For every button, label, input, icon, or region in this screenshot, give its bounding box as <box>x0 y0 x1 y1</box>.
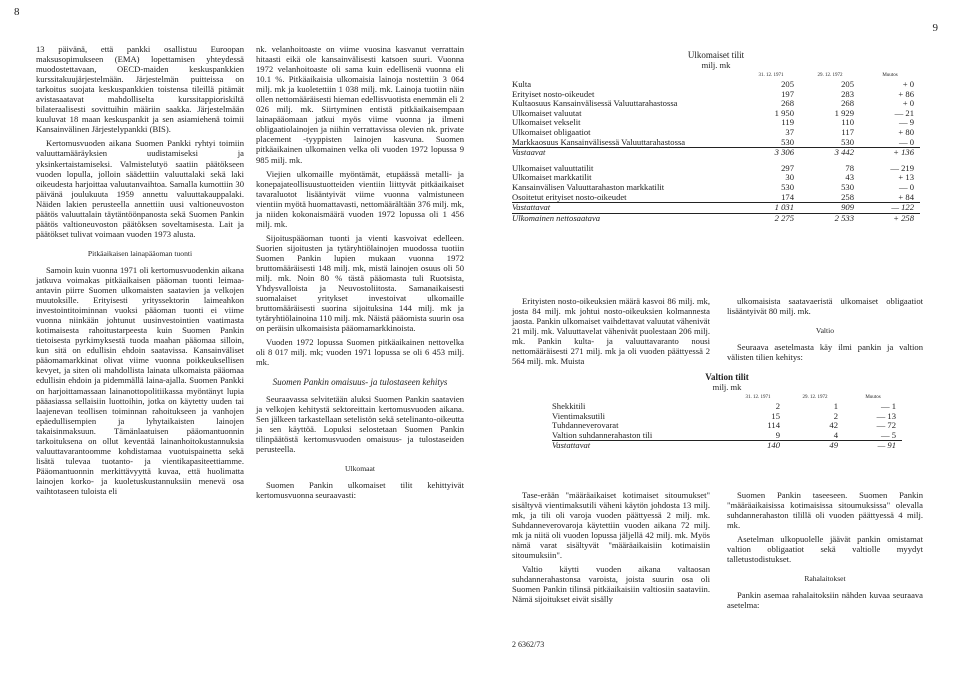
header-cell <box>512 73 742 80</box>
paragraph: Vuoden 1972 lopussa Suomen pitkäaikainen nettovelka oli 8 017 milj. mk; vuoden 1971 lopussa se oli 6 453 milj. mk. <box>256 337 464 368</box>
table-unit: milj. mk <box>712 382 742 392</box>
table-row: Ulkomaiset obligaatiot 37 117 + 80 <box>512 127 914 137</box>
total-row: Vastaavat 3 306 3 442 + 136 <box>512 148 920 158</box>
table-title: Valtion tilit <box>705 372 749 382</box>
header-cell: 29. 12. 1972 <box>802 395 828 400</box>
column-2 <box>256 44 464 504</box>
column-3-lower <box>512 490 710 609</box>
table-unit: milj. mk <box>701 60 731 70</box>
table-row: Ulkomaiset valuutat 1 950 1 929 — 21 <box>512 108 914 118</box>
paragraph: Seuraavassa selvitetään aluksi Suomen Pankin saatavien ja velkojen kehitystä sektoreittain kertomusvuoden aikana. Sen jälkeen tarkastellaan setelistön sekä setelinanto-oikeutta ja sen käyttöä. Lopuksi selostetaan Suomen Pankin tilinpäätöstä kertomusvuoden omaisuus- ja tulostaseiden perusteella. <box>256 393 464 454</box>
header-cell <box>552 395 730 402</box>
section-heading: Suomen Pankin omaisuus- ja tulostaseen kehitys <box>272 377 448 388</box>
column-4-lower <box>727 490 923 614</box>
paragraph: Tase-erään "määräaikaiset kotimaiset sitoumukset" sisältyvä vientimaksutili väheni käytön johdosta 13 milj. mk, ja tili oli varoja vuoden päättyessä 2 milj. mk. Suhdanneverovaroja käytettiin vuoden aikana 72 milj. mk ja niitä oli vuoden lopussa jäljellä 42 milj. mk. Myös nämä varat sisältyvät "määräaikaisiin kotimaisiin sitoumuksiin". <box>512 490 710 561</box>
table-row: Erityiset nosto-oikeudet 197 283 + 86 <box>512 89 914 99</box>
state-accounts-table <box>552 372 902 451</box>
table-row: Ulkomaiset markkatilit 30 43 + 13 <box>512 173 914 183</box>
header-cell: 31. 12. 1971 <box>758 73 784 78</box>
paragraph: Valtio käytti vuoden aikana valtaosan suhdannerahastonsa varoista, joista suurin osa oli Suomen Pankin tilinsä pitkäaikaisiin valtiosiin saataviin. Nämä sijoitukset eivät sisälly <box>512 564 710 605</box>
paragraph: nk. velanhoitoaste on viime vuosina kasvanut verrattain hitaasti eikä ole kansainvälisesti katsoen suuri. Vuonna 1972 velanhoitoaste oli sama kuin edellisenä vuonna eli 10.1 %. Pitkäaikaisia ulkomaisia lainoja nostettiin 3 064 milj. mk ja kuoletettiin 1 038 milj. mk. Lainoja tuotiin näin ollen nettomääräisesti hieman edellisvuotista enemmän eli 2 026 milj. mk. Siirtyminen entistä pitkäaikaisempaan lainapääomaan jatkui myös viime vuonna ja ilmeni obligaatiolainojen ja niihin verrattavissa olevien nk. private placement -tyyppisten lainojen kasvuna. Suomen pitkäaikainen ulkomainen velka oli vuoden 1972 lopussa 9 985 milj. mk. <box>256 44 464 165</box>
section-heading: Pitkäaikaisen lainapääoman tuonti <box>87 248 193 258</box>
section-heading: Valtio <box>815 326 835 336</box>
paragraph: Sijoituspääoman tuonti ja vienti kasvoivat edelleen. Suorien sijoitusten ja tytäryhtiölainojen muodossa tuotiin Suomen Pankin lupien mukaan vuonna 1972 bruttomääräisesti 148 milj. mk, mistä lainojen osuus oli 50 milj. mk. Noin 80 % tästä pääomasta tuli Ruotsista, Yhdysvalloista ja Neuvostoliitosta. Samanaikaisesti suomalaiset yritykset investoivat ulkomaille bruttomääräisesti suorina sijoituksina 144 milj. mk ja tytäryhtiölainoina 110 milj. mk. Näistä pääomista suurin osa on peräisin ulkomaisista pääomamarkkinoista. <box>256 232 464 334</box>
table-row: Valtion suhdannerahaston tili 9 4 — 5 <box>552 430 896 440</box>
header-cell: Muutos <box>865 395 881 400</box>
table-title: Ulkomaiset tilit <box>687 50 745 60</box>
paragraph: Suomen Pankin ulkomaiset tilit kehittyivät kertomusvuonna seuraavasti: <box>256 479 464 500</box>
foreign-accounts-table <box>512 50 920 223</box>
paragraph: 13 päivänä, että pankki osallistuu Euroopan maksusopimukseen (EMA) lopettamisen yhteydessä muodostettavaan, OECD-maiden keskuspankkien kurssitakuujärjestelmään. Järjestelmän puitteissa on tarkoitus suojata keskuspankkien toistensa tileillä pitämät avistasaatavat mahdolliselta kurssitappioriskiltä bilateraalisesti sovittuihin määriin saakka. Järjestelmään kuuluvat 18 maan keskuspankit ja sen asiamiehenä toimii Kansainvälinen Järjestelypankki (BIS). <box>36 44 244 135</box>
paragraph: Viejien ulkomaille myöntämät, etupäässä metalli- ja konepajateollisuustuotteiden vientiin liittyvät pitkäaikaiset tavaraluotot lisääntyivät viime vuonna valmistuneen vientiin myötä huomattavasti, nettomäärältään 376 milj. mk, ja niiden kokonaismäärä vuoden 1972 lopussa oli 1 456 milj. mk. <box>256 168 464 229</box>
paragraph: Pankin asemaa rahalaitoksiin nähden kuvaa seuraava asetelma: <box>727 590 923 611</box>
section-heading: Rahalaitokset <box>804 574 846 584</box>
page-number-left: 8 <box>14 6 20 18</box>
page-number-right: 9 <box>932 22 938 34</box>
table-row: Kansainvälisen Valuuttarahaston markkatilit 530 530 — 0 <box>512 182 914 192</box>
table-row: Vientimaksutili 15 2 — 13 <box>552 411 896 421</box>
column-3-upper <box>512 296 710 370</box>
column-4-upper <box>727 296 923 366</box>
header-cell: 31. 12. 1971 <box>745 395 771 400</box>
column-1 <box>36 44 244 500</box>
table-row: Markkaosuus Kansainvälisessä Valuuttarahastossa 530 530 — 0 <box>512 137 914 147</box>
net-row: Ulkomainen nettosaatava 2 275 2 533 + 258 <box>512 213 920 223</box>
header-cell: Muutos <box>882 73 898 78</box>
table-row: Kulta 205 205 + 0 <box>512 80 914 89</box>
header-cell: 29. 12. 1972 <box>817 73 843 78</box>
table-row: Ulkomaiset valuuttatilit 297 78 — 219 <box>512 163 914 173</box>
paragraph: Asetelman ulkopuolelle jäävät pankin omistamat valtion obligaatiot sekä valtiolle myydyt talletustodistukset. <box>727 534 923 565</box>
total-row: Vastattavat 140 49 — 91 <box>552 441 902 451</box>
paragraph: Erityisten nosto-oikeuksien määrä kasvoi 86 milj. mk, josta 84 milj. mk johtui nosto-oikeuksien kolmannesta jaosta. Pankin ulkomaiset vaihdettavat valuutat vähenivät 21 milj. mk. Valuuttavelat vähenivät puolestaan 206 milj. mk. Pankin kulta- ja valuuttavaranto nousi nettomääräisesti 271 milj. mk ja oli vuoden päättyessä 2 564 milj. mk. Muista <box>512 296 710 367</box>
paragraph: Suomen Pankin taseeseen. Suomen Pankin "määräaikaisissa kotimaisissa sitoumuksissa" olevalla suhdannerahaston tilillä oli vuoden päättyessä 4 milj. mk. <box>727 490 923 531</box>
paragraph: Samoin kuin vuonna 1971 oli kertomusvuodenkin aikana jatkuva voimakas pitkäaikaisen pääoman tuonti leimaa-antavin piirre Suomen ulkomaisten saatavien ja velkojen muutoksille. Erityisesti yrityssektorin laimeahkon investointitoiminnan vuoksi pääoman tuonti ei viime vuonna niinkään johtunut uusinvestointien vaatimasta kotimaisesta rahoitustarpeesta kuin Suomen Pankin tietoisesta pyrkimyksestä tuoda maahan pääomaa silloin, kun sitä on edullisin ehdoin saatavissa. Kansainväliset pääomamarkkinat olivat viime vuonna poikkeuksellisen kevyet, ja siten oli mahdollista lainata ulkomaista pääomaa edullisin ehdoin ja pidemmällä laina-ajalla. Suomen Pankki on harjoittamassaan lainanottopolitiikassa myöntänyt lupia pääasiassa sellaisiin luottoihin, jotka on käytetty uuden tai laajenevan teollisen toiminnan rahoitukseen ja vanhojen epäedullisempien ja lyhytaikaisten lainojen takaisinmaksuun. Tämänlaatuisen pääomantuonnin tarkoituksena on ollut keventää lainanhoitokustannuksia valuuttavarantoomme kohdistamaa vuotuispainetta sekä lisätä tulevaa tuotanto- ja vientikapasiteettiamme. Pääomantuonnin merkittävyyttä kuvaa, että huolimatta lainojen korko- ja kuoletuskustannuksiin menevä osa vaihtotaseen tuloista eli <box>36 264 244 496</box>
table-row: Ulkomaiset vekselit 119 110 — 9 <box>512 118 914 128</box>
table-row: Shekkitili 2 1 — 1 <box>552 402 896 411</box>
paragraph: ulkomaisista saatavaeristä ulkomaiset obligaatiot lisääntyivät 80 milj. mk. <box>727 296 923 317</box>
section-heading: Ulkomaat <box>345 463 375 473</box>
paragraph: Seuraava asetelmasta käy ilmi pankin ja valtion välisten tilien kehitys: <box>727 342 923 363</box>
paragraph: Kertomusvuoden aikana Suomen Pankki ryhtyi toimiin valuuttamääräyksien uudistamiseksi ja yksinkertaistamiseksi. Valmistelutyö saatiin päätökseen vuoden lopulla, jolloin säädettiin valuuttalaki sekä laki oikeudesta harjoittaa valuutanvaihtoa. Samalla kumottiin 30 päivänä joulukuuta 1959 annettu valuuttakauppalaki. Näiden lakien perusteella annettiin uusi valtioneuvoston päätös valuuttalain täytäntöönpanosta sekä Suomen Pankin päätös valtioneuvoston päätöksen soveltamisesta. Lait ja päätökset tulivat voimaan vuoden 1973 alusta. <box>36 138 244 239</box>
print-code: 2 6362/73 <box>512 640 545 649</box>
total-row: Vastattavat 1 031 909 — 122 <box>512 203 920 214</box>
table-row: Osoitetut erityiset nosto-oikeudet 174 258 + 84 <box>512 192 914 202</box>
table-row: Tuhdanneverovarat 114 42 — 72 <box>552 421 896 431</box>
table-row: Kultaosuus Kansainvälisessä Valuuttarahastossa 268 268 + 0 <box>512 99 914 109</box>
